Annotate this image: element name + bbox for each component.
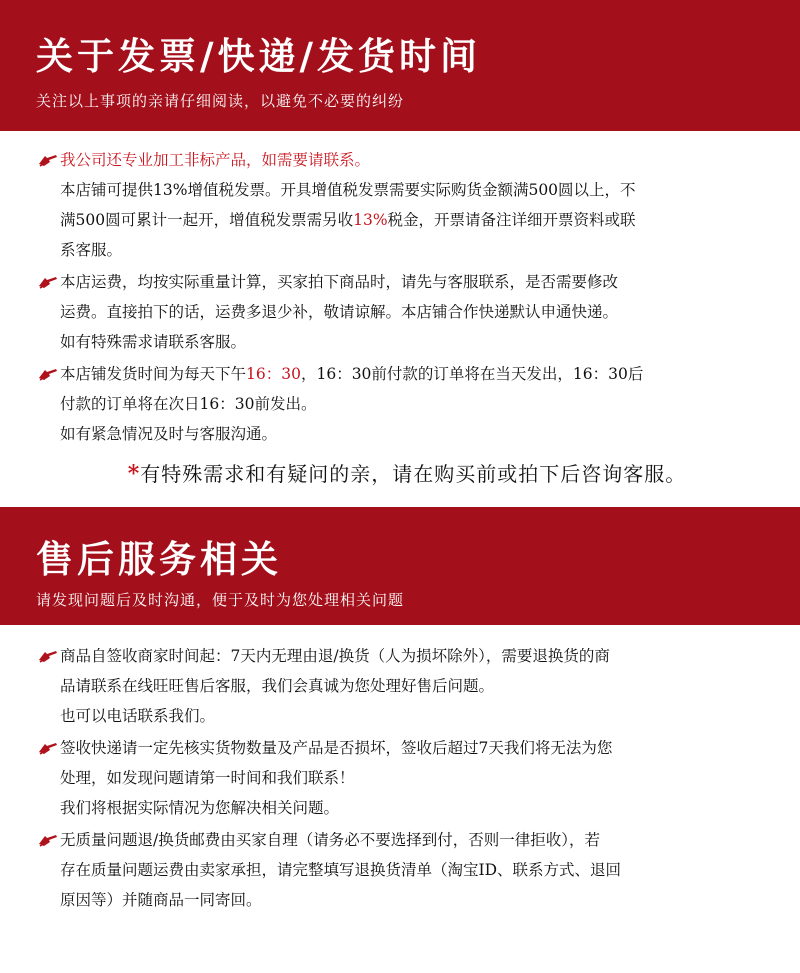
item-text: 品请联系在线旺旺售后客服，我们会真诚为您处理好售后问题。: [60, 677, 495, 695]
list-item: [38, 641, 776, 671]
item-text: 如有紧急情况及时与客服沟通。: [60, 425, 278, 443]
item-text: 税金，开票请备注详细开票资料或联: [387, 211, 636, 229]
pointing-hand-icon: [38, 741, 60, 755]
item-text: 系客服。: [60, 241, 123, 259]
item-text: 满500圆可累计一起开，增值税发票需另收: [60, 211, 354, 229]
invoice-shipping-banner: [0, 0, 800, 131]
item-text: 如有特殊需求请联系客服。: [60, 333, 247, 351]
list-item: [38, 175, 776, 205]
invoice-shipping-section: [0, 131, 800, 507]
item-text: 也可以电话联系我们。: [60, 707, 216, 725]
list-item: [38, 205, 776, 235]
list-item: [38, 327, 776, 357]
banner-title: 售后服务相关: [36, 537, 282, 581]
return-policy-item: [38, 641, 776, 731]
after-sales-section: [0, 625, 800, 915]
item-text: 原因等）并随商品一同寄回。: [60, 891, 262, 909]
item-text: 本店铺发货时间为每天下午: [60, 365, 247, 383]
item-text: 商品自签收商家时间起：7天内无理由退/换货（人为损坏除外），需要退换货的商: [60, 647, 610, 665]
list-item: [38, 267, 776, 297]
list-item: [38, 297, 776, 327]
dispatch-time-item: [38, 359, 776, 449]
item-text: 处理，如发现问题请第一时间和我们联系！: [60, 769, 355, 787]
inspection-item: [38, 733, 776, 823]
banner-title: 关于发票/快递/发货时间: [36, 34, 482, 78]
list-item: [38, 793, 776, 823]
return-shipping-item: [38, 825, 776, 915]
item-text: 本店运费，均按实际重量计算，买家拍下商品时，请先与客服联系，是否需要修改: [60, 273, 619, 291]
tax-rate-highlight: 13%: [353, 211, 388, 229]
pointing-hand-icon: [38, 275, 60, 289]
list-item: [38, 359, 776, 389]
list-item: [38, 671, 776, 701]
list-item: [38, 701, 776, 731]
item-text: 我们将根据实际情况为您解决相关问题。: [60, 799, 340, 817]
consult-notice: [38, 459, 776, 489]
item-headline: 我公司还专业加工非标产品，如需要请联系。: [60, 151, 371, 169]
list-item: [38, 389, 776, 419]
item-text: 付款的订单将在次日16：30前发出。: [60, 395, 317, 413]
list-item: [38, 763, 776, 793]
pointing-hand-icon: [38, 153, 60, 167]
notice-text: 有特殊需求和有疑问的亲，请在购买前或拍下后咨询客服。: [140, 462, 687, 486]
list-item: [38, 145, 776, 175]
after-sales-banner: [0, 507, 800, 625]
list-item: [38, 235, 776, 265]
item-text: 签收快递请一定先核实货物数量及产品是否损坏，签收后超过7天我们将无法为您: [60, 739, 613, 757]
pointing-hand-icon: [38, 367, 60, 381]
item-text: 运费。直接拍下的话，运费多退少补，敬请谅解。本店铺合作快递默认申通快递。: [60, 303, 619, 321]
custom-products-item: [38, 145, 776, 265]
banner-subtitle: 请发现问题后及时沟通，便于及时为您处理相关问题: [36, 591, 405, 609]
list-item: [38, 825, 776, 855]
item-text: 存在质量问题运费由卖家承担，请完整填写退换货清单（淘宝ID、联系方式、退回: [60, 861, 622, 879]
shipping-fee-item: [38, 267, 776, 357]
item-text: 本店铺可提供13%增值税发票。开具增值税发票需要实际购货金额满500圆以上，不: [60, 181, 636, 199]
pointing-hand-icon: [38, 833, 60, 847]
list-item: [38, 885, 776, 915]
list-item: [38, 419, 776, 449]
item-text: 无质量问题退/换货邮费由买家自理（请务必不要选择到付，否则一律拒收），若: [60, 831, 600, 849]
cutoff-time-highlight: 16：30: [246, 365, 301, 383]
asterisk-mark: *: [127, 461, 141, 487]
pointing-hand-icon: [38, 649, 60, 663]
item-text: ，16：30前付款的订单将在当天发出，16：30后: [300, 365, 644, 383]
list-item: [38, 855, 776, 885]
banner-subtitle: 关注以上事项的亲请仔细阅读，以避免不必要的纠纷: [36, 92, 405, 110]
list-item: [38, 733, 776, 763]
